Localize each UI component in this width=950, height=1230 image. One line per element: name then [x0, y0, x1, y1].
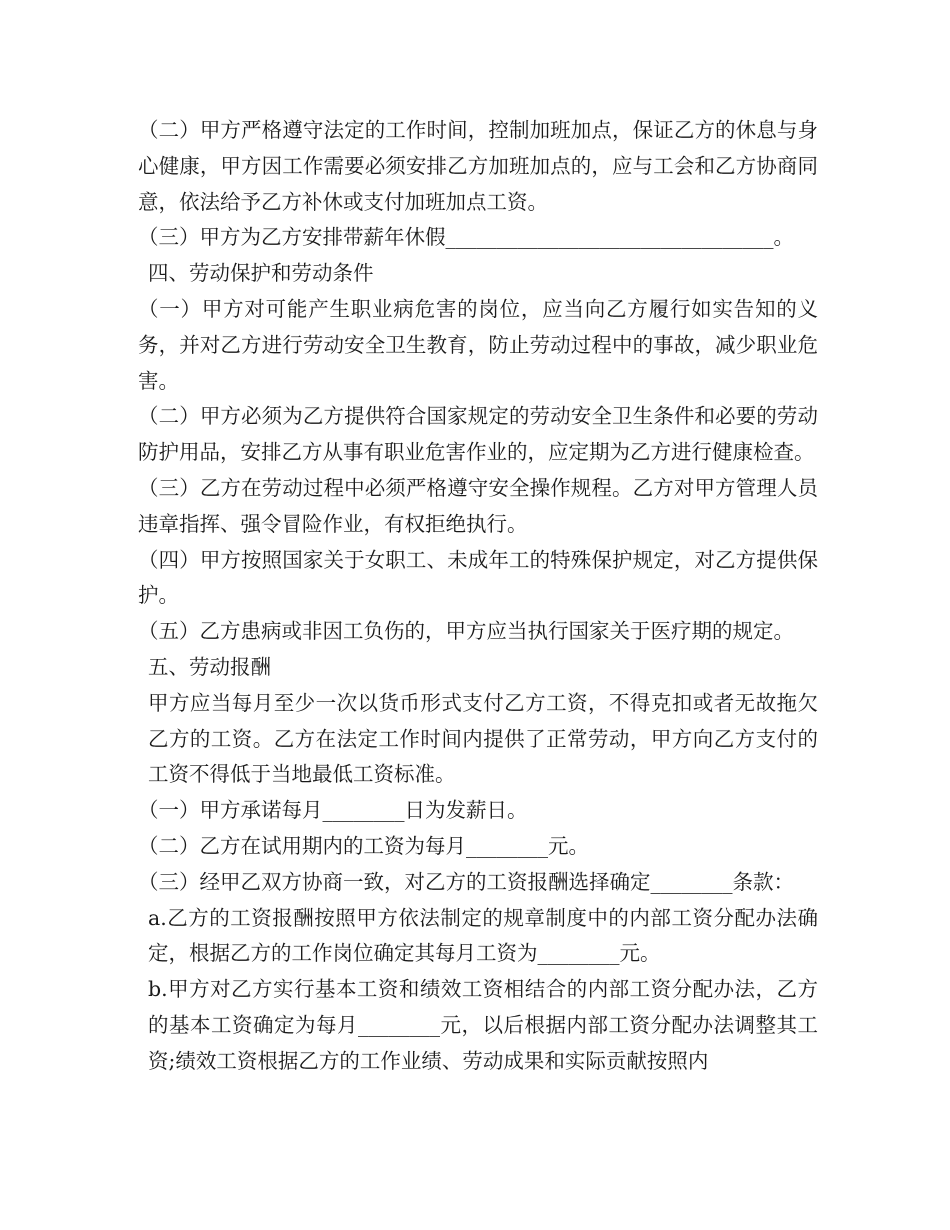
paragraph-5-1-payday: （一）甲方承诺每月________日为发薪日。 [138, 798, 528, 823]
paragraph-2-2-working-hours: （二）甲方严格遵守法定的工作时间，控制加班加点，保证乙方的休息与身心健康，甲方因工作需要必须安排乙方加班加点的，应与工会和乙方协商同意，依法给予乙方补休或支付加班加点工资。 [138, 118, 818, 214]
paragraph-5-3-b-base-and-performance-wage: b.甲方对乙方实行基本工资和绩效工资相结合的内部工资分配办法，乙方的基本工资确定为每月________元，以后根据内部工资分配办法调整其工资;绩效工资根据乙方的工作业绩、劳动成果和实际贡献按照内 [148, 977, 818, 1073]
paragraph-4-2-safety-conditions: （二）甲方必须为乙方提供符合国家规定的劳动安全卫生条件和必要的劳动防护用品，安排乙方从事有职业危害作业的，应定期为乙方进行健康检查。 [138, 404, 818, 465]
paragraph-5-3-a-internal-wage: a.乙方的工资报酬按照甲方依法制定的规章制度中的内部工资分配办法确定，根据乙方的工作岗位确定其每月工资为________元。 [148, 905, 818, 966]
paragraph-5-wage-payment: 甲方应当每月至少一次以货币形式支付乙方工资，不得克扣或者无故拖欠乙方的工资。乙方在法定工作时间内提供了正常劳动，甲方向乙方支付的工资不得低于当地最低工资标准。 [148, 690, 818, 787]
paragraph-4-5-medical-period: （五）乙方患病或非因工负伤的，甲方应当执行国家关于医疗期的规定。 [138, 619, 794, 644]
section-heading-4-labor-protection: 四、劳动保护和劳动条件 [148, 261, 374, 286]
paragraph-4-4-special-protection: （四）甲方按照国家关于女职工、未成年工的特殊保护规定，对乙方提供保护。 [138, 547, 818, 608]
paragraph-4-1-occupational-hazard-notice: （一）甲方对可能产生职业病危害的岗位，应当向乙方履行如实告知的义务，并对乙方进行劳动安全卫生教育，防止劳动过程中的事故，减少职业危害。 [138, 296, 818, 393]
paragraph-5-2-probation-wage: （二）乙方在试用期内的工资为每月________元。 [138, 833, 589, 858]
document-body [138, 113, 818, 1080]
paragraph-4-3-safety-rules: （三）乙方在劳动过程中必须严格遵守安全操作规程。乙方对甲方管理人员违章指挥、强令冒险作业，有权拒绝执行。 [138, 475, 818, 536]
paragraph-2-3-paid-annual-leave: （三）甲方为乙方安排带薪年休假________________________________。 [138, 225, 794, 250]
paragraph-5-3-wage-clause-choice: （三）经甲乙双方协商一致，对乙方的工资报酬选择确定________条款： [138, 869, 794, 894]
section-heading-5-remuneration: 五、劳动报酬 [148, 654, 271, 679]
